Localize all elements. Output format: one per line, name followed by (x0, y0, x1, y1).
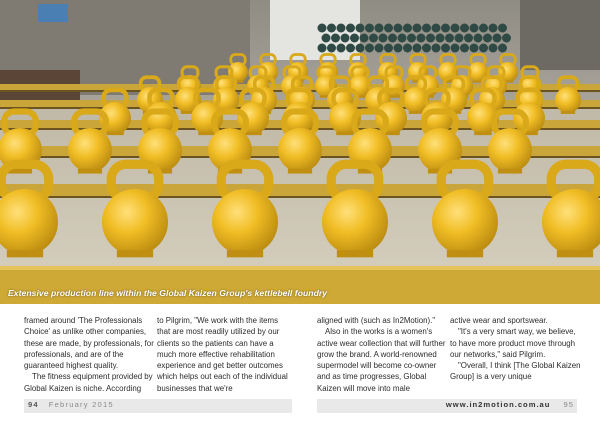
photo-caption: Extensive production line within the Global Kaizen Group's kettlebell foundry (8, 288, 328, 298)
page-number-left: 94 (28, 400, 39, 409)
paragraph: framed around 'The Professionals Choice' as unlike other companies, these are made, by professionals, for professionals, and are of the guaranteed highest quality. (24, 316, 154, 371)
paragraph: to Pilgrim, "We work with the items that are most readily utilized by our clients so the patients can have a much more effective rehabilitation experience and get better outcomes which helps out each of the individual businesses that we're (157, 316, 288, 393)
issue-date: February 2015 (48, 400, 114, 409)
website-link[interactable]: www.in2motion.com.au (445, 400, 551, 409)
footer-right (446, 400, 574, 409)
article-column-2 (157, 315, 292, 394)
footer-left (28, 400, 114, 409)
article-column-4 (450, 315, 582, 383)
paragraph: Also in the works is a women's active wear collection that will further grow the brand. A world-renowned supermodel will become co-owner and as time progresses, Global Kaizen will move into male (317, 327, 446, 393)
page-number-right: 95 (563, 400, 574, 409)
article-column-3 (317, 315, 449, 394)
paragraph: aligned with (such as In2Motion)." (317, 316, 436, 325)
paragraph: "It's a very smart way, we believe, to have more product move through our networks," said Pilgrim. (450, 327, 576, 359)
article-column-1 (24, 315, 156, 394)
paragraph: The fitness equipment provided by Global Kaizen is niche. According (24, 372, 153, 393)
paragraph: "Overall, I think [The Global Kaizen Group] is a very unique (450, 361, 581, 382)
paragraph: active wear and sportswear. (450, 316, 548, 325)
